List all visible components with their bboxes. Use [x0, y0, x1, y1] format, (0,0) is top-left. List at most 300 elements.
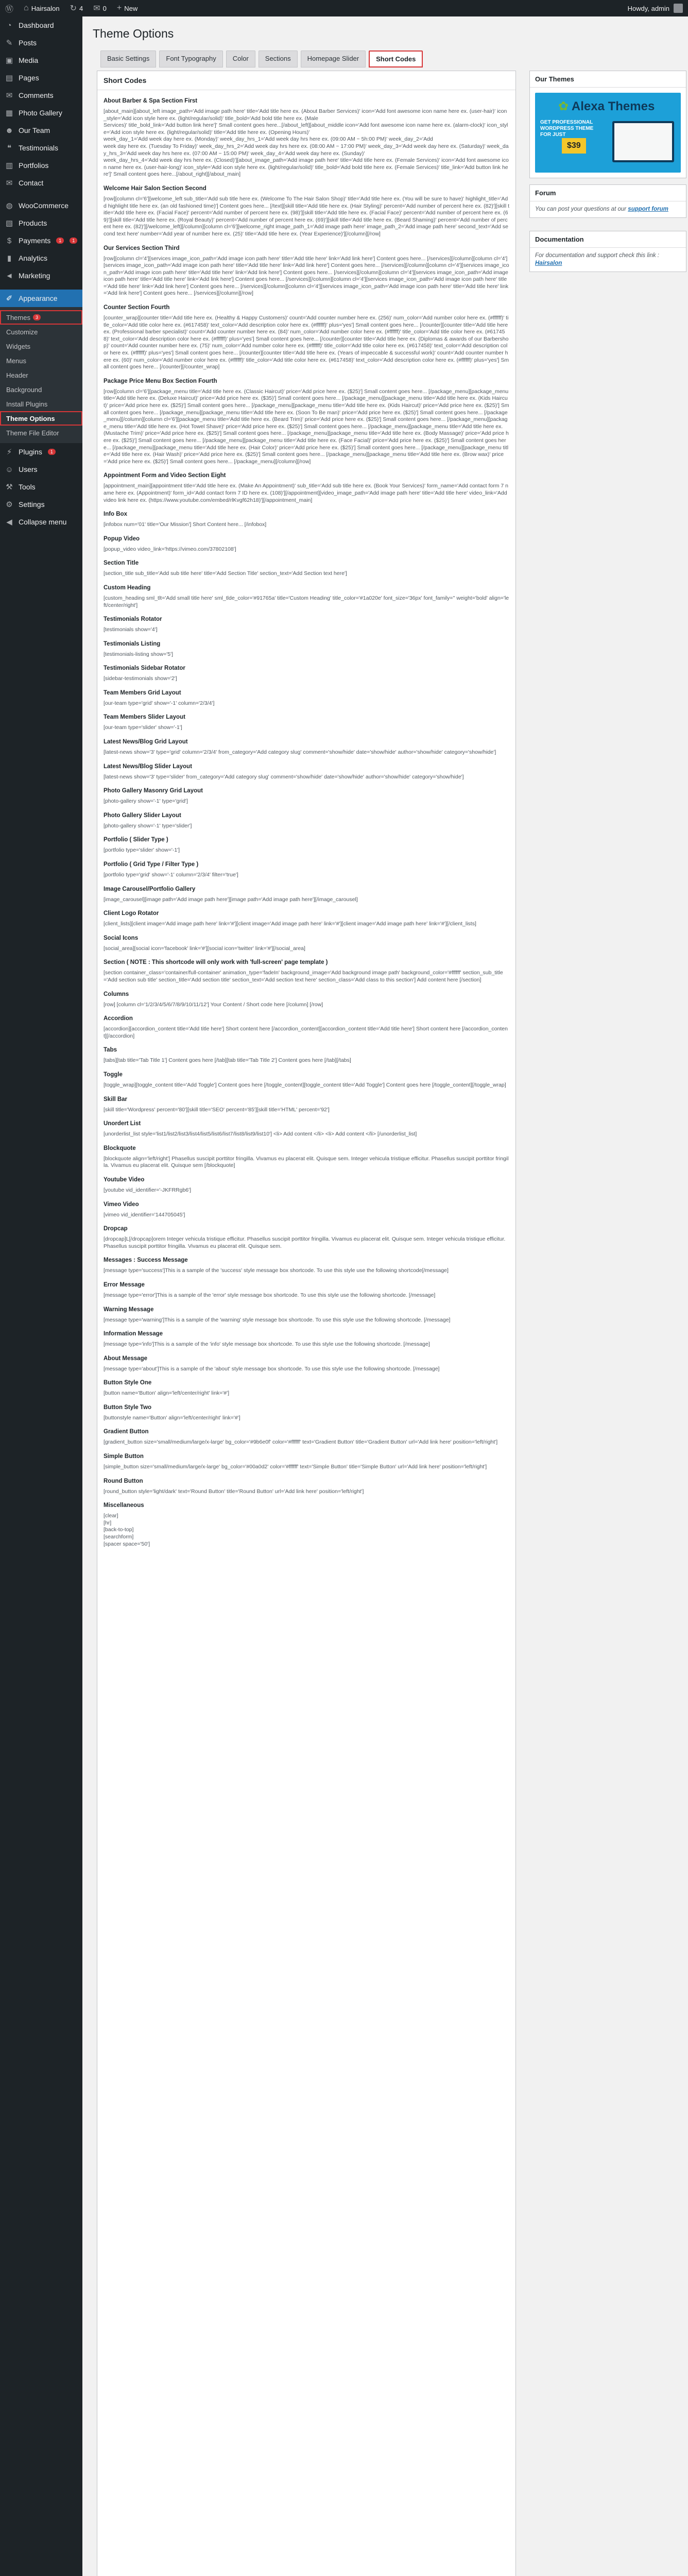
- menu-item-pages[interactable]: [0, 69, 82, 87]
- submenu-item-install-plugins[interactable]: [0, 397, 82, 411]
- forum-body: [530, 201, 686, 217]
- shortcode-code: [104, 823, 509, 830]
- testimonial-icon: ❝: [7, 144, 12, 152]
- shortcode-title: Counter Section Fourth: [104, 304, 170, 311]
- menu-bottom-list: [0, 443, 82, 531]
- shortcode-line: [simple_button size='small/medium/large/x-large' bg_color='#00a0d2' color='#ffffff' text='Simple Button' title='Simple Button' url='Add link here' position='left/right']: [104, 1464, 487, 1470]
- shortcode-line: [accordion][accordion_content title='Add title here'] Short content here [/accordion_content][accordion_content title='Add title here'] Short content here [/accordion_content][/accordion]: [104, 1026, 508, 1039]
- menu-item-dashboard[interactable]: [0, 16, 82, 34]
- documentation-text: For documentation and support check this link :: [535, 252, 659, 259]
- menu-item-appearance[interactable]: [0, 290, 82, 307]
- shortcode-line: [dropcap]L[/dropcap]orem Integer vehicula tristique efficitur. Phasellus suscipit porttitor fringilla. Vivamus eu placerat elit. Quisque sem. Integer vehicula tristique efficitur. Phasellus suscipit porttitor fringilla. Vivamus eu placerat elit. Quisque sem.: [104, 1236, 506, 1249]
- shortcode-code: [104, 1439, 509, 1446]
- updates-count: 4: [79, 4, 83, 12]
- updates-menu[interactable]: [65, 0, 89, 16]
- shortcode-line: Services)' title_bold_link='Add button link here']' Small content goes here...[/about_left][about_middle icon='Add font awesome icon name here ex. (alarm-clock)' icon_style='Add icon style here ex. (light/regular/solid)' title='Add title here ex. (Opening Hours)': [104, 122, 508, 135]
- shortcode-line: [vimeo vid_identifier='144705045']: [104, 1211, 185, 1218]
- tab-short-codes[interactable]: Short Codes: [369, 50, 423, 67]
- team-icon: ☻: [5, 126, 13, 135]
- submenu-item-label: Menus: [6, 357, 27, 365]
- shortcode-title: Photo Gallery Slider Layout: [104, 812, 181, 819]
- shortcode-section: [104, 1330, 509, 1348]
- shortcode-code: [104, 921, 509, 928]
- shortcode-line: [photo-gallery show='-1' type='slider']: [104, 822, 192, 829]
- submenu-item-label: Header: [6, 371, 28, 379]
- shortcode-code: [104, 847, 509, 854]
- shortcode-code: [104, 872, 509, 879]
- shortcode-section: [104, 1306, 509, 1324]
- comment-icon: ✉: [93, 4, 100, 13]
- shortcode-title: Round Button: [104, 1478, 143, 1484]
- menu-item-label: Collapse menu: [19, 518, 67, 526]
- shortcode-section: [104, 836, 509, 854]
- shortcode-section: [104, 472, 509, 504]
- shortcode-section: [104, 97, 509, 178]
- plugin-icon: ⚡: [6, 448, 12, 456]
- shortcode-code: [104, 749, 509, 756]
- menu-item-label: Our Team: [19, 126, 50, 134]
- menu-item-collapse-menu[interactable]: [0, 513, 82, 531]
- users-icon: ☺: [5, 465, 13, 474]
- shortcode-line: [testimonials show='4']: [104, 626, 158, 633]
- site-name-menu[interactable]: [19, 0, 65, 16]
- media-icon: ▣: [5, 56, 13, 65]
- menu-item-plugins[interactable]: [0, 443, 82, 461]
- shortcode-section: [104, 689, 509, 707]
- submenu-item-widgets[interactable]: [0, 339, 82, 353]
- shortcode-code: [104, 570, 509, 578]
- shortcode-title: Portfolio ( Grid Type / Filter Type ): [104, 861, 199, 868]
- shortcode-section: [104, 861, 509, 879]
- shortcode-line: [testimonials-listing show='5']: [104, 651, 174, 657]
- devices-image: [612, 121, 674, 162]
- shortcode-line: [tabs][tab title='Tab Title 1'] Content goes here [/tab][tab title='Tab Title 2'] Content goes here [/tab][/tabs]: [104, 1057, 351, 1064]
- shortcode-section: [104, 738, 509, 756]
- shortcode-title: Section ( NOTE : This shortcode will only work with 'full-screen' page template ): [104, 959, 328, 966]
- shortcode-code: [104, 1212, 509, 1219]
- menu-item-payments[interactable]: [0, 232, 82, 249]
- shortcode-code: [104, 675, 509, 683]
- shortcode-section: [104, 1071, 509, 1089]
- shortcode-line: [spacer space='50']: [104, 1540, 150, 1547]
- shortcode-code: [104, 1156, 509, 1170]
- submenu-item-customize[interactable]: [0, 325, 82, 339]
- menu-item-label: WooCommerce: [19, 201, 68, 210]
- submenu-item-label: Theme Options: [6, 414, 55, 422]
- shortcode-code: [104, 1292, 509, 1299]
- menu-item-woocommerce[interactable]: [0, 197, 82, 214]
- shortcode-code: [104, 774, 509, 781]
- shortcode-code: [104, 483, 509, 504]
- shortcode-section: [104, 185, 509, 238]
- menu-item-label: Contact: [19, 179, 44, 187]
- shortcode-title: Welcome Hair Salon Section Second: [104, 185, 207, 192]
- shortcode-line: [message type='success']This is a sample of the 'success' style message box shortcode. To use this style use the following shortcode[/message]: [104, 1267, 449, 1274]
- shortcode-line: [round_button style='light/dark' text='Round Button' title='Round Button' url='Add link here' position='left/right']: [104, 1488, 364, 1495]
- menu-item-testimonials[interactable]: [0, 139, 82, 157]
- leaf-icon: ✿: [558, 99, 569, 113]
- tools-icon: ⚒: [6, 483, 13, 492]
- shortcode-code: [104, 1082, 509, 1089]
- shortcode-section: [104, 935, 509, 953]
- shortcode-section: [104, 511, 509, 529]
- shortcode-section: [104, 1428, 509, 1446]
- shortcode-line: week_day_hrs_4='Add week day hrs here ex. (Closed)'][about_image_path='Add image path here' title='Add title here ex. (Female Services)' icon='Add font awesome icon name here ex. (user-hair-long)' icon_style='Add icon style here ex. (light/regular/solid)' title_bold='Add bold title here ex. (Female Services)' title_link='Add button link here']' Small content goes here...[/about_right][/about_main]: [104, 157, 509, 178]
- shortcode-code: [104, 1107, 509, 1114]
- comments-menu[interactable]: [88, 0, 112, 16]
- shortcode-line: [back-to-top]: [104, 1527, 134, 1533]
- shortcode-section: [104, 1478, 509, 1496]
- shortcode-line: [custom_heading sml_tlt='Add small title here' sml_tlde_color='#91765a' title='Custom Heading' title_color='#1a020e' font_size='36px' font_family='' weight='bold' align='left/center/right']: [104, 595, 509, 608]
- shortcode-line: [skill title='Wordpress' percent='80'][skill title='SEO' percent='85'][skill title='HTML' percent='92']: [104, 1106, 330, 1113]
- shortcode-code: [104, 1415, 509, 1422]
- shortcode-line: [row][column cl='4'][services image_icon_path='Add image icon path here' title='Add title here' link='Add link here'] Content goes here... [/services][/column][column cl='4'][services image_icon_path='Add image icon path here' title='Add title here' link='Add link here'] Content goes here... [/services][/column][column cl='4'][services image_icon_path='Add image icon path here' title='Add title here' link='Add link here'] Content goes here... [/services][/column][column cl='4'][services image_icon_path='Add image icon path here' title='Add title here' link='Add link here'] Content goes here... [/services][/column][column cl='4'][services image_icon_path='Add image icon path here' title='Add title here' link='Add link here'] Content goes here... [/services][/column][column cl='4'][services image_icon_path='Add image icon path here' title='Add title here' link='Add link here'] Content goes here... [/services][/column][/row]: [104, 255, 509, 297]
- shortcode-line: [searchform]: [104, 1534, 134, 1540]
- shortcode-section: [104, 1120, 509, 1138]
- admin-bar: [0, 0, 688, 16]
- shortcode-section: [104, 1046, 509, 1064]
- promo-text: GET PROFESSIONAL WORDPRESS THEME FOR JUST: [540, 120, 594, 138]
- tab-color[interactable]: Color: [226, 50, 255, 67]
- count-badge: 1: [70, 238, 77, 244]
- menu-item-label: Appearance: [19, 294, 58, 302]
- menu-item-label: Marketing: [19, 272, 50, 280]
- wp-logo-menu[interactable]: [0, 0, 19, 16]
- submenu-item-theme-options[interactable]: [0, 411, 82, 426]
- shortcode-section: [104, 1502, 509, 1548]
- shortcode-code: [104, 896, 509, 904]
- shortcode-code: [104, 595, 509, 609]
- shortcode-code: [104, 1341, 509, 1348]
- shortcode-title: Testimonials Sidebar Rotator: [104, 665, 185, 672]
- shortcode-title: Toggle: [104, 1071, 123, 1078]
- shortcode-title: Appointment Form and Video Section Eight: [104, 472, 226, 479]
- shortcode-title: Popup Video: [104, 535, 140, 542]
- menu-item-label: Products: [19, 219, 47, 227]
- count-badge: 1: [48, 449, 56, 455]
- menu-item-label: Users: [19, 465, 38, 473]
- menu-item-posts[interactable]: [0, 34, 82, 52]
- shortcode-code: [104, 724, 509, 732]
- avatar: [674, 4, 683, 13]
- menu-top-list: [0, 16, 82, 307]
- shortcode-line: [social_area][social icon='facebook' link='#'][social icon='twitter' link='#'][/social_area]: [104, 945, 305, 952]
- woo-icon: ◍: [6, 201, 13, 210]
- home-icon: ⌂: [24, 4, 29, 12]
- shortcode-list: [97, 90, 515, 1548]
- submenu-item-themes[interactable]: [0, 310, 82, 325]
- comment-icon: ✉: [6, 91, 13, 100]
- product-icon: ▧: [5, 219, 13, 228]
- dashboard-icon: ◔: [7, 21, 12, 30]
- submenu-item-label: Install Plugins: [6, 400, 48, 408]
- shortcode-title: Information Message: [104, 1331, 163, 1337]
- submenu-item-label: Widgets: [6, 342, 30, 350]
- our-themes-title: Our Themes: [530, 71, 686, 88]
- shortcode-section: [104, 714, 509, 732]
- menu-item-label: Payments: [19, 236, 51, 245]
- shortcode-title: Button Style Two: [104, 1404, 152, 1411]
- shortcode-section: [104, 991, 509, 1009]
- menu-item-label: Dashboard: [19, 21, 54, 29]
- shortcode-title: Package Price Menu Box Section Fourth: [104, 378, 217, 384]
- shortcode-section: [104, 584, 509, 609]
- shortcode-section: [104, 1379, 509, 1397]
- documentation-link[interactable]: Hairsalon: [535, 260, 562, 266]
- count-badge: 1: [56, 238, 64, 244]
- forum-box: [529, 184, 686, 218]
- shortcode-section: [104, 1257, 509, 1275]
- menu-item-portfolios[interactable]: [0, 157, 82, 174]
- shortcode-code: [104, 1488, 509, 1496]
- shortcode-code: [104, 1187, 509, 1194]
- shortcode-section: [104, 304, 509, 371]
- submenu-item-label: Background: [6, 385, 42, 394]
- forum-title: Forum: [530, 185, 686, 201]
- shortcode-section: [104, 1201, 509, 1219]
- shortcode-section: [104, 1015, 509, 1040]
- shortcode-line: [portfolio type='grid' show='-1' column='2/3/4' filter='true']: [104, 872, 238, 878]
- comments-count: 0: [102, 4, 107, 12]
- shortcode-line: [youtube vid_identifier='-JKFRRgb6']: [104, 1187, 192, 1193]
- shortcode-line: [our-team type='slider' show='-1']: [104, 724, 182, 731]
- shortcode-title: Miscellaneous: [104, 1502, 144, 1509]
- shortcode-section: [104, 560, 509, 578]
- shortcode-line: [about_main][about_left image_path='Add image path here' title='Add title here ex. (About Barber Services)' icon='Add font awesome icon name here ex. (user-hair)' icon_style='Add icon style here ex. (light/regular/solid)' title_bold='Add bold title here ex. (Male: [104, 108, 507, 122]
- shortcode-title: Accordion: [104, 1015, 133, 1022]
- menu-item-our-team[interactable]: [0, 122, 82, 139]
- settings-icon: ⚙: [6, 500, 13, 509]
- shortcodes-panel: [97, 71, 516, 2576]
- menu-item-contact[interactable]: [0, 174, 82, 192]
- shortcode-line: [row][column cl='6'][welcome_left sub_title='Add sub title here ex. (Welcome To The Hair Salon Shop)' title='Add title here ex. (You will be sure to have)' highlight_title='Add highlight title here ex. (an old fashioned time)'] Content goes here... [/text][skill title='Add title here ex. (Hair Styling)' percent='Add number of percent here ex. (82)'][skill title='Add title here ex. (Facial Face)' percent='Add number of percent here ex. (98)'][skill title='Add title here ex. (Facial Face)' percent='Add number of percent here ex. (69)'][skill title='Add title here ex. (Royal Beauty)' percent='Add number of percent here ex. (69)'][skill title='Add title here ex. (Beard Shaming)' percent='Add number of percent here ex. (82)'][/welcome_left][/column][column cl='6'][welcome_right image_path_1='Add image path here' image_path_2='Add image path here' second_text='Add second text here' number='Add year of number here ex. (25)' title='Add title here ex. (Year Experience)'][/column][/row]: [104, 195, 510, 237]
- shortcode-title: Latest News/Blog Slider Layout: [104, 763, 192, 770]
- brush-icon: ✐: [6, 294, 13, 303]
- shortcode-line: [section_title sub_title='Add sub title here' title='Add Section Title' section_text='Add Section text here']: [104, 570, 347, 577]
- shortcode-line: [button name='Button' align='left/center/right' link='#']: [104, 1390, 230, 1397]
- shortcode-title: Blockquote: [104, 1145, 136, 1151]
- shortcode-code: [104, 388, 509, 466]
- shortcode-line: [toggle_wrap][toggle_content title='Add Toggle'] Content goes here [/toggle_content][toggle_content title='Add Toggle'] Content goes here [/toggle_content][/toggle_wrap]: [104, 1081, 506, 1088]
- shortcode-code: [104, 945, 509, 953]
- shortcode-code: [104, 196, 509, 238]
- shortcode-title: Vimeo Video: [104, 1201, 139, 1208]
- shortcode-title: Messages : Success Message: [104, 1257, 188, 1264]
- theme-promo-banner[interactable]: [535, 93, 681, 173]
- menu-item-label: Plugins: [19, 448, 42, 456]
- shortcode-line: [latest-news show='3' type='slider' from_category='Add category slug' comment='show/hide' date='show/hide' author='show/hide' category='show/hide']: [104, 773, 464, 780]
- shortcode-line: [infobox num='01' title='Our Mission'] Short Content here... [/infobox]: [104, 521, 267, 528]
- shortcode-line: [popup_video video_link='https://vimeo.com/37802108']: [104, 546, 236, 552]
- shortcode-line: [hr]: [104, 1519, 112, 1526]
- shortcode-code: [104, 1267, 509, 1275]
- menu-item-label: Analytics: [19, 254, 48, 262]
- shortcode-title: Unordert List: [104, 1121, 141, 1127]
- shortcode-line: [buttonstyle name='Button' align='left/center/right' link='#']: [104, 1414, 240, 1421]
- shortcode-section: [104, 1225, 509, 1250]
- payment-icon: $: [7, 236, 12, 245]
- shortcode-section: [104, 378, 509, 466]
- pin-icon: ✎: [6, 39, 13, 47]
- shortcode-section: [104, 1145, 509, 1170]
- shortcode-code: [104, 700, 509, 707]
- shortcode-line: [sidebar-testimonials show='2']: [104, 675, 177, 682]
- menu-item-label: Comments: [19, 91, 54, 99]
- chart-icon: ▮: [7, 254, 12, 263]
- shortcode-title: About Message: [104, 1355, 147, 1362]
- shortcode-section: [104, 616, 509, 634]
- shortcode-line: [clear]: [104, 1513, 118, 1519]
- shortcode-code: [104, 1390, 509, 1397]
- shortcode-title: Tabs: [104, 1047, 117, 1054]
- menu-item-photo-gallery[interactable]: [0, 104, 82, 122]
- shortcode-line: week day here ex. (Tuesday To Friday)' week_day_hrs_2='Add week day hrs here ex. (08:00 AM ~ 17:00 PM)' week_day_3='Add week day here ex. (Saturday)' week_day_hrs_3='Add week day hrs here ex. (07:00 AM ~ 15:00 PM)' week_day_4='Add week day here ex. (Sunday)': [104, 143, 509, 157]
- shortcode-title: Columns: [104, 991, 129, 997]
- forum-text: You can post your questions at our: [535, 206, 627, 212]
- shortcode-title: Info Box: [104, 511, 127, 518]
- shortcode-code: [104, 546, 509, 553]
- menu-item-media[interactable]: [0, 52, 82, 69]
- shortcode-line: [unorderlist_list style='list1/list2/list3/list4/list5/list6/list7/list8/list9/list10'] <li> Add content </li> <li> Add content </li> [/unorderlist_list]: [104, 1131, 417, 1138]
- shortcode-title: Client Logo Rotator: [104, 910, 159, 917]
- shortcode-line: [counter_wrap][counter title='Add title here ex. (Healthy & Happy Customers)' count='Add counter number here ex. (256)' num_color='Add number color here ex. (#ffffff)' title_color='Add title color here ex. (#617458)' text_color='Add description color here ex. (#ffffff)' plus='yes'] Small content goes here... [/counter][counter title='Add title here ex. (Professional barber specialist)' count='Add counter number here ex. (84)' num_color='Add number color here ex. (#ffffff)' title_color='Add title color here ex. (#617458)' text_color='Add description color here ex. (#ffffff)' plus='yes'] Small content goes here... [/counter][counter title='Add title here ex. (Diplomas & awards of our Barbershop)' count='Add counter number here ex. (75)' num_color='Add number color here ex. (#ffffff)' title_color='Add title color here ex. (#617458)' text_color='Add description color here ex. (#ffffff)' plus='yes'] Small content goes here... [/counter][counter title='Add title here ex. (Years of impeccable & successful work)' count='Add counter number here ex. (60)' num_color='Add number color here ex. (#ffffff)' title_color='Add title color here ex. (#617458)' text_color='Add description color here ex. (#ffffff)' plus='yes'] Small content goes here... [/counter][/counter_wrap]: [104, 315, 509, 370]
- my-account-menu[interactable]: [628, 4, 688, 13]
- menu-item-products[interactable]: [0, 214, 82, 232]
- menu-item-comments[interactable]: [0, 87, 82, 104]
- shortcode-title: About Barber & Spa Section First: [104, 98, 198, 104]
- admin-menu: [0, 16, 82, 2576]
- shortcode-section: [104, 665, 509, 683]
- menu-item-label: Tools: [19, 483, 36, 491]
- menu-item-marketing[interactable]: [0, 267, 82, 284]
- shortcode-code: [104, 1236, 509, 1250]
- menu-item-settings[interactable]: [0, 496, 82, 513]
- shortcode-line: [row][column cl='6'][package_menu title='Add title here ex. (Classic Haircut)' price='Add price here ex. ($25)'] Small content goes here... [/package_menu][package_menu title='Add title here ex. (Deluxe Haircut)' price='Add price here ex. ($35)'] Small content goes here... [/package_menu][package_menu title='Add title here ex. (Kids Haircut)' price='Add price here ex. ($25)'] Small content goes here... [/package_menu][package_menu title='Add title here ex. (Kids Haircut)' price='Add price here ex. ($25)'] Small content goes here... [/package_menu][package_menu title='Add title here ex. (Soon To Be man)' price='Add price here ex. ($25)'] Small content goes here... [/package_menu][/column][column cl='6'][package_menu title='Add title here ex. (Beard Trim)' price='Add price here ex. ($25)'] Small content goes here... [/package_menu][package_menu title='Add title here ex. (Hot Towel Shave)' price='Add price here ex. ($25)'] Small content goes here... [/package_menu][package_menu title='Add title here ex. (Mustache Trim)' price='Add price here ex. ($25)'] Small content goes here... [/package_menu][package_menu title='Add title here ex. (Body Massage)' price='Add price here ex. ($25)'] Small content goes here... [/package_menu][package_menu title='Add title here ex. (Face Facial)' price='Add price here ex. ($25)'] Small content goes here... [/package_menu][package_menu title='Add title here ex. (Hair Color)' price='Add price here ex. ($25)'] Small content goes here... [/package_menu][package_menu title='Add title here ex. (Hair Wash)' price='Add price here ex. ($25)'] Small content goes here... [/package_menu][package_menu title='Add title here ex. (Brow wax)' price='Add price here ex. ($25)'] Small content goes here... [/package_menu][/column][/row]: [104, 388, 509, 465]
- megaphone-icon: ◄: [5, 271, 13, 280]
- wordpress-logo-icon: Ⓦ: [5, 5, 14, 14]
- options-tabs: [100, 50, 423, 67]
- documentation-title: Documentation: [530, 231, 686, 248]
- shortcode-code: [104, 970, 509, 984]
- shortcode-title: Team Members Slider Layout: [104, 714, 185, 721]
- shortcode-section: [104, 245, 509, 298]
- shortcode-title: Youtube Video: [104, 1176, 145, 1183]
- shortcode-title: Latest News/Blog Grid Layout: [104, 739, 188, 745]
- shortcode-code: [104, 521, 509, 529]
- menu-item-analytics[interactable]: [0, 249, 82, 267]
- panel-title: Short Codes: [97, 71, 515, 90]
- menu-item-label: Settings: [19, 500, 45, 509]
- page-icon: ▤: [5, 74, 13, 82]
- shortcode-line: [our-team type='grid' show='-1' column='2/3/4']: [104, 700, 215, 706]
- gallery-icon: ▦: [5, 109, 13, 117]
- shortcode-code: [104, 651, 509, 658]
- documentation-body: [530, 248, 686, 272]
- appearance-submenu: [0, 307, 82, 443]
- tab-font-typography[interactable]: Font Typography: [159, 50, 222, 67]
- shortcode-line: [gradient_button size='small/medium/large/x-large' bg_color='#9b6e0f' color='#ffffff' text='Gradient Button' title='Gradient Button' url='Add link here' position='left/right']: [104, 1439, 498, 1446]
- shortcode-title: Gradient Button: [104, 1429, 149, 1435]
- shortcode-title: Button Style One: [104, 1380, 152, 1386]
- shortcode-line: [message type='warning']This is a sample of the 'warning' style message box shortcode. To use this style use the following shortcode. [/message]: [104, 1316, 451, 1323]
- menu-item-label: Portfolios: [19, 161, 49, 170]
- documentation-box: [529, 231, 686, 272]
- shortcode-section: [104, 1281, 509, 1299]
- shortcode-section: [104, 1176, 509, 1194]
- portfolio-icon: ▥: [5, 161, 13, 170]
- shortcode-code: [104, 1513, 509, 1548]
- shortcode-title: Error Message: [104, 1281, 145, 1288]
- tab-homepage-slider[interactable]: Homepage Slider: [301, 50, 366, 67]
- mail-icon: ✉: [6, 179, 13, 188]
- shortcode-section: [104, 787, 509, 805]
- shortcode-code: [104, 1026, 509, 1040]
- menu-separator: [0, 192, 82, 197]
- shortcode-line: [image_carousel][image path='Add image path here'][image path='Add image path here'][/image_carousel]: [104, 896, 358, 903]
- shortcode-title: Warning Message: [104, 1306, 154, 1313]
- shortcode-code: [104, 1002, 509, 1009]
- submenu-item-header[interactable]: [0, 368, 82, 382]
- shortcode-title: Portfolio ( Slider Type ): [104, 837, 168, 843]
- shortcode-line: [portfolio type='slider' show='-1']: [104, 847, 180, 854]
- shortcode-section: [104, 535, 509, 553]
- shortcode-section: [104, 640, 509, 658]
- shortcode-code: [104, 626, 509, 634]
- shortcode-section: [104, 886, 509, 904]
- shortcode-code: [104, 1057, 509, 1064]
- shortcode-code: [104, 1131, 509, 1138]
- shortcode-code: [104, 1317, 509, 1324]
- shortcode-title: Testimonials Rotator: [104, 616, 162, 623]
- menu-item-label: Pages: [19, 74, 39, 82]
- shortcode-line: [client_lists][client image='Add image path here' link='#'][client image='Add image path here' link='#'][client image='Add image path here' link='#'][/client_lists]: [104, 921, 476, 927]
- collapse-icon: ◀: [6, 518, 12, 527]
- menu-item-label: Testimonials: [19, 144, 59, 152]
- shortcode-line: [message type='error']This is a sample of the 'error' style message box shortcode. To use this style use the following shortcode. [/message]: [104, 1292, 436, 1298]
- submenu-item-background[interactable]: [0, 382, 82, 397]
- shortcode-line: [section container_class='container/full-container' animation_type='fadeIn' background_image='Add background image path' background_color='#ffffff' section_sub_title='Add section sub title' section_title='Add section title' section_text='Add section text here' section_class='Add class to this section'] Add content here [/section]: [104, 970, 503, 983]
- support-forum-link[interactable]: support forum: [628, 206, 668, 212]
- shortcode-section: [104, 959, 509, 984]
- shortcode-line: week_day_1='Add week day here ex. (Monday)' week_day_hrs_1='Add week day hrs here ex. (09:00 AM ~ 5h:00 PM)' week_day_2='Add: [104, 136, 433, 143]
- new-content-menu[interactable]: [112, 0, 143, 16]
- submenu-item-menus[interactable]: [0, 353, 82, 368]
- shortcode-code: [104, 256, 509, 298]
- shortcode-section: [104, 1096, 509, 1114]
- tab-basic-settings[interactable]: Basic Settings: [100, 50, 156, 67]
- shortcode-line: [photo-gallery show='-1' type='grid']: [104, 798, 188, 805]
- shortcode-section: [104, 1404, 509, 1422]
- submenu-item-theme-file-editor[interactable]: [0, 426, 82, 440]
- shortcode-title: Photo Gallery Masonry Grid Layout: [104, 788, 203, 794]
- menu-item-users[interactable]: [0, 461, 82, 478]
- menu-separator: [0, 284, 82, 290]
- shortcode-code: [104, 798, 509, 805]
- shortcode-section: [104, 1453, 509, 1471]
- greeting: Howdy, admin: [627, 4, 669, 12]
- shortcode-title: Skill Bar: [104, 1096, 128, 1103]
- shortcode-section: [104, 1355, 509, 1373]
- menu-item-tools[interactable]: [0, 478, 82, 496]
- tab-sections[interactable]: Sections: [259, 50, 298, 67]
- shortcode-line: [blockquote align='left/right'] Phasellus suscipit porttitor fringilla. Vivamus eu placerat elit. Quisque sem. Integer vehicula tristique efficitur. Phasellus suscipit porttitor fringilla. Vivamus eu placerat elit. Quisque sem [/blockquote]: [104, 1155, 509, 1169]
- submenu-item-label: Themes: [6, 313, 30, 321]
- shortcode-section: [104, 763, 509, 781]
- shortcode-code: [104, 1464, 509, 1471]
- submenu-item-label: Theme File Editor: [6, 429, 59, 437]
- shortcode-title: Dropcap: [104, 1226, 128, 1232]
- menu-item-label: Media: [19, 56, 39, 64]
